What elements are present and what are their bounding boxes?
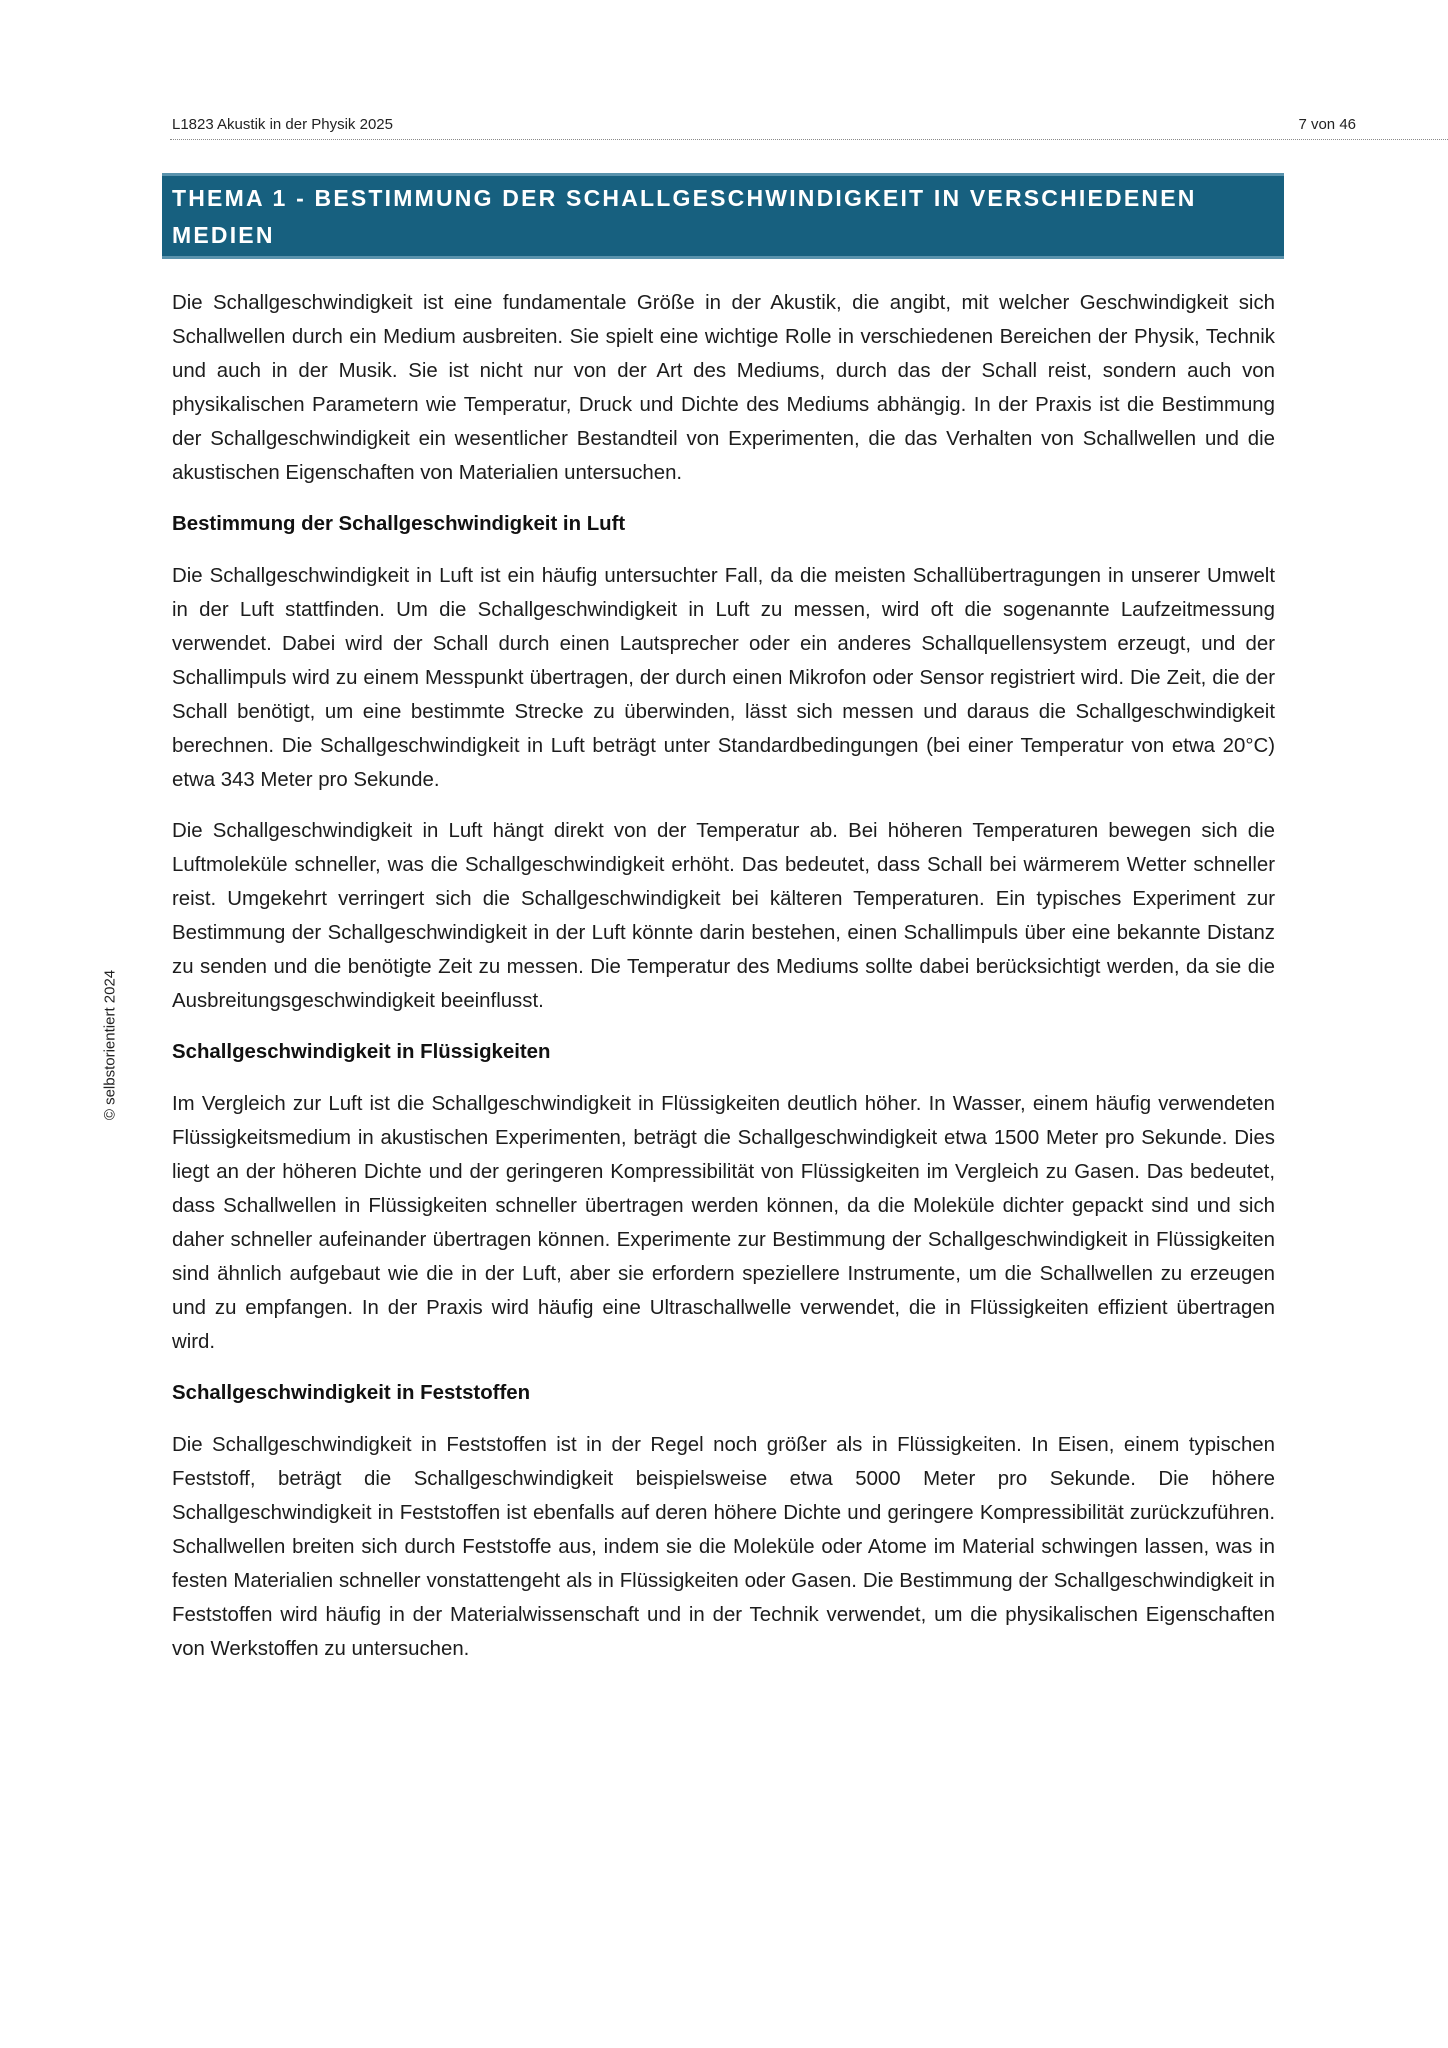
theme-title-line-1: THEMA 1 - BESTIMMUNG DER SCHALLGESCHWINDIGKEIT IN VERSCHIEDENEN [172, 185, 1197, 211]
copyright-note: © selbstorientiert 2024 [101, 969, 119, 1121]
feststoffe-paragraph: Die Schallgeschwindigkeit in Feststoffen ist in der Regel noch größer als in Flüssigkeiten. In Eisen, einem typischen Feststoff, beträgt die Schallgeschwindigkeit beispielsweise etwa 5000 Meter pro Sekunde. Die höhere Schallgeschwindigkeit in Feststoffen ist ebenfalls auf deren höhere Dichte und geringere Kompressibilität zurückzuführen. Schallwellen breiten sich durch Feststoffe aus, indem sie die Moleküle oder Atome im Material schwingen lassen, was in festen Materialien schneller vonstattengeht als in Flüssigkeiten oder Gasen. Die Bestimmung der Schallgeschwindigkeit in Feststoffen wird häufig in der Materialwissenschaft und in der Technik verwendet, um die physikalischen Eigenschaften von Werkstoffen zu untersuchen. [172, 1434, 1275, 1660]
section-heading-luft: Bestimmung der Schallgeschwindigkeit in Luft [172, 513, 626, 535]
document-body [172, 286, 1275, 1683]
section-heading-feststoffe: Schallgeschwindigkeit in Feststoffen [172, 1382, 531, 1404]
page-header [172, 114, 1372, 140]
luft-paragraph-1: Die Schallgeschwindigkeit in Luft ist ein häufig untersuchter Fall, da die meisten Schallübertragungen in unserer Umwelt in der Luft stattfinden. Um die Schallgeschwindigkeit in Luft zu messen, wird oft die sogenannte Laufzeitmessung verwendet. Dabei wird der Schall durch einen Lautsprecher oder ein anderes Schallquellensystem erzeugt, und der Schallimpuls wird zu einem Messpunkt übertragen, der durch einen Mikrofon oder Sensor registriert wird. Die Zeit, die der Schall benötigt, um eine bestimmte Strecke zu überwinden, lässt sich messen und daraus die Schallgeschwindigkeit berechnen. Die Schallgeschwindigkeit in Luft beträgt unter Standardbedingungen (bei einer Temperatur von etwa 20°C) etwa 343 Meter pro Sekunde. [172, 565, 1275, 791]
luft-paragraph-2: Die Schallgeschwindigkeit in Luft hängt direkt von der Temperatur ab. Bei höheren Temperaturen bewegen sich die Luftmoleküle schneller, was die Schallgeschwindigkeit erhöht. Das bedeutet, dass Schall bei wärmerem Wetter schneller reist. Umgekehrt verringert sich die Schallgeschwindigkeit bei kälteren Temperaturen. Ein typisches Experiment zur Bestimmung der Schallgeschwindigkeit in der Luft könnte darin bestehen, einen Schallimpuls über eine bekannte Distanz zu senden und die benötigte Zeit zu messen. Die Temperatur des Mediums sollte dabei berücksichtigt werden, da sie die Ausbreitungsgeschwindigkeit beeinflusst. [172, 820, 1275, 1012]
theme-title-line-2: MEDIEN [172, 222, 275, 248]
theme-banner [162, 173, 1284, 259]
intro-paragraph: Die Schallgeschwindigkeit ist eine fundamentale Größe in der Akustik, die angibt, mit welcher Geschwindigkeit sich Schallwellen durch ein Medium ausbreiten. Sie spielt eine wichtige Rolle in verschiedenen Bereichen der Physik, Technik und auch in der Musik. Sie ist nicht nur von der Art des Mediums, durch das der Schall reist, sondern auch von physikalischen Parametern wie Temperatur, Druck und Dichte des Mediums abhängig. In der Praxis ist die Bestimmung der Schallgeschwindigkeit ein wesentlicher Bestandteil von Experimenten, die das Verhalten von Schallwellen und die akustischen Eigenschaften von Materialien untersuchen. [172, 292, 1275, 484]
section-heading-fluessigkeiten: Schallgeschwindigkeit in Flüssigkeiten [172, 1041, 551, 1063]
page-number: 7 von 46 [1298, 116, 1356, 133]
fluessigkeiten-paragraph: Im Vergleich zur Luft ist die Schallgeschwindigkeit in Flüssigkeiten deutlich höher. In Wasser, einem häufig verwendeten Flüssigkeitsmedium in akustischen Experimenten, beträgt die Schallgeschwindigkeit etwa 1500 Meter pro Sekunde. Dies liegt an der höheren Dichte und der geringeren Kompressibilität von Flüssigkeiten im Vergleich zu Gasen. Das bedeutet, dass Schallwellen in Flüssigkeiten schneller übertragen werden können, da die Moleküle dichter gepackt sind und sich daher schneller aufeinander übertragen können. Experimente zur Bestimmung der Schallgeschwindigkeit in Flüssigkeiten sind ähnlich aufgebaut wie die in der Luft, aber sie erfordern speziellere Instrumente, um die Schallwellen zu erzeugen und zu empfangen. In der Praxis wird häufig eine Ultraschallwelle verwendet, die in Flüssigkeiten effizient übertragen wird. [172, 1093, 1275, 1353]
header-divider [170, 139, 1448, 140]
document-title: L1823 Akustik in der Physik 2025 [172, 116, 393, 133]
theme-title [172, 180, 1274, 254]
